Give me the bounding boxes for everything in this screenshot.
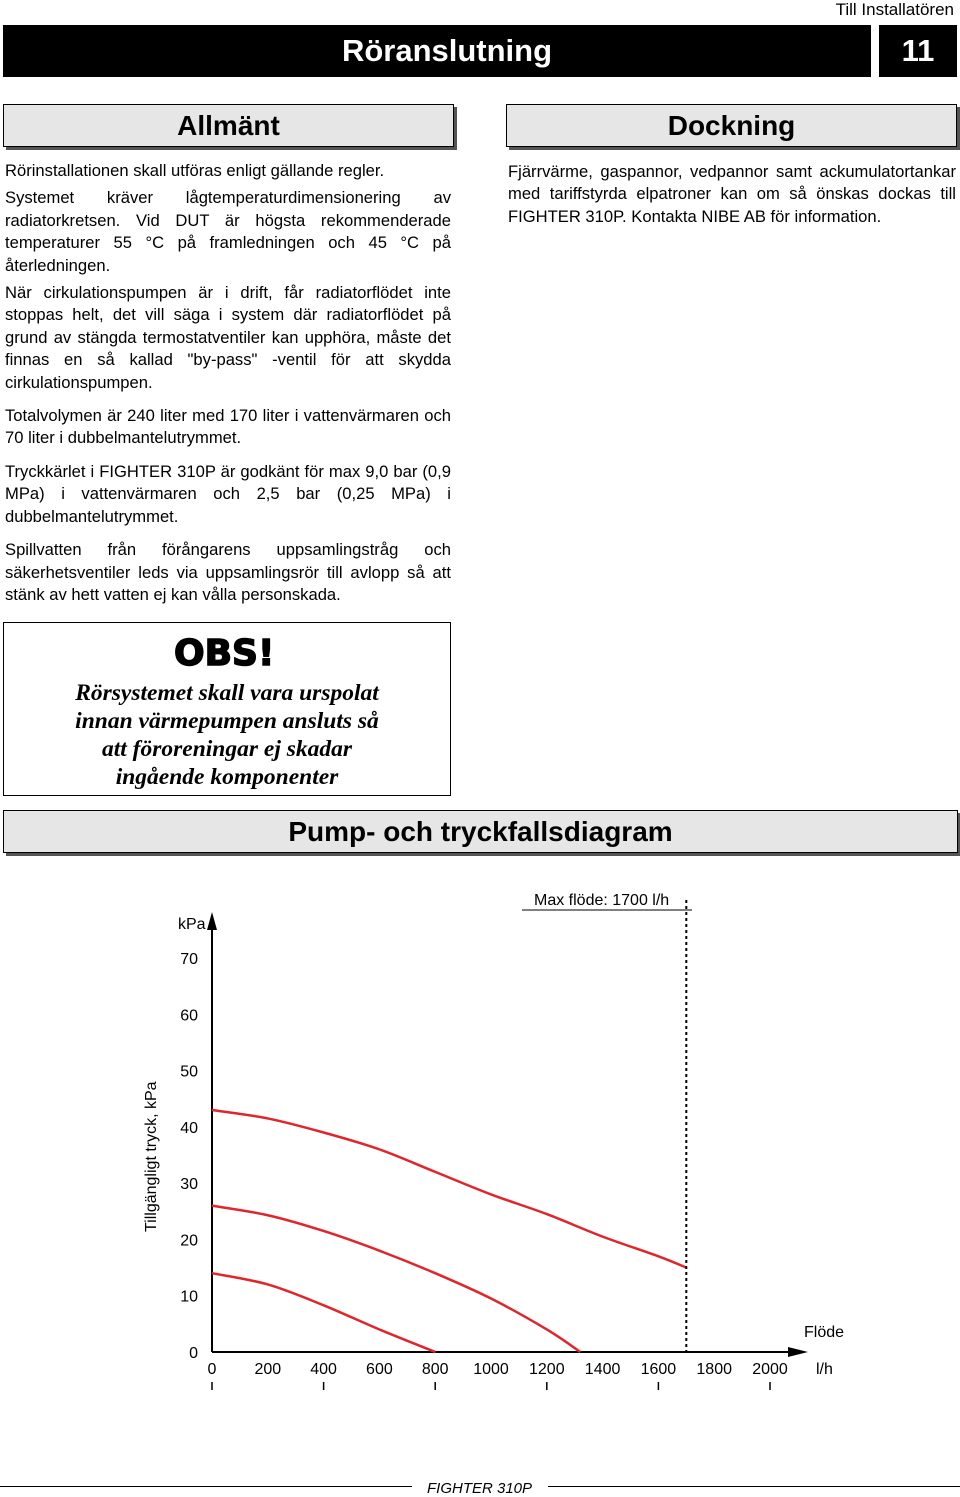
footer-rule-right xyxy=(548,1486,960,1487)
allmant-paragraph: Rörinstallationen skall utföras enligt gällande regler. xyxy=(5,161,385,180)
obs-line: ingående komponenter xyxy=(115,764,339,790)
allmant-paragraph: Totalvolymen är 240 liter med 170 liter i vattenvärmaren och 70 liter i dubbelmantelutrymmet. xyxy=(5,406,451,448)
page-title: Röranslutning xyxy=(341,33,553,68)
obs-line: Rörsystemet skall vara urspolat xyxy=(75,680,379,706)
y-tick-label: 40 xyxy=(180,1119,198,1137)
allmant-paragraph: Systemet kräver lågtemperaturdimensionering av radiatorkretsen. Vid DUT är högsta rekommenderade temperaturer 55 °C på framledningen och 45 °C på återledningen. xyxy=(5,188,451,275)
y-tick-label: 20 xyxy=(180,1232,198,1250)
max-flow-label: Max flöde: 1700 l/h xyxy=(534,892,670,909)
obs-line: innan värmepumpen ansluts så xyxy=(75,708,379,734)
y-tick-label: 60 xyxy=(180,1007,198,1025)
y-tick-label: 50 xyxy=(180,1063,198,1081)
x-tick-label: 1000 xyxy=(473,1361,509,1378)
pump-curve-2 xyxy=(212,1206,580,1352)
y-unit-label: kPa xyxy=(178,916,206,933)
x-tick-label: 2000 xyxy=(752,1361,788,1378)
allmant-paragraph: Tryckkärlet i FIGHTER 310P är godkänt för max 9,0 bar (0,9 MPa) i vattenvärmaren och 2,5 bar (0,25 MPa) i dubbelmantelutrymmet. xyxy=(5,461,451,526)
x-unit-label: l/h xyxy=(816,1361,833,1378)
y-tick-label: 0 xyxy=(189,1345,198,1362)
x-tick-label: 400 xyxy=(310,1361,337,1378)
y-tick-label: 30 xyxy=(180,1176,198,1194)
x-axis-arrow xyxy=(788,1347,808,1357)
y-axis-arrow xyxy=(207,912,217,930)
x-tick-label: 1800 xyxy=(696,1361,732,1378)
obs-title: OBS! xyxy=(174,633,275,674)
allmant-paragraph: Spillvatten från förångarens uppsamlingstråg och säkerhetsventiler leds via uppsamlingsrör till avlopp så att stänk av hett vatten ej kan vålla personskada. xyxy=(5,540,451,604)
pump-curve-3 xyxy=(212,1273,435,1352)
x-tick-label: 0 xyxy=(207,1361,217,1378)
x-tick-label: 1400 xyxy=(584,1361,621,1378)
page-number: 11 xyxy=(879,25,957,77)
dockning-heading-text: Dockning xyxy=(667,109,796,141)
allmant-heading-text: Allmänt xyxy=(177,109,280,141)
pump-curve-1 xyxy=(212,1110,686,1268)
footer-product: FIGHTER 310P xyxy=(427,1480,533,1497)
dockning-paragraph: Fjärrvärme, gaspannor, vedpannor samt ackumulatortankar med tariffstyrda elpatroner kan om så önskas dockas till FIGHTER 310P. Kontakta NIBE AB för information. xyxy=(508,162,956,226)
x-axis-title: Flöde xyxy=(804,1324,845,1341)
obs-line: att föroreningar ej skadar xyxy=(101,736,353,762)
x-tick-label: 1600 xyxy=(640,1361,677,1378)
x-tick-label: 200 xyxy=(254,1361,282,1378)
diagram-heading-text: Pump- och tryckfallsdiagram xyxy=(288,815,673,847)
x-tick-label: 800 xyxy=(421,1361,449,1378)
footer-rule-left xyxy=(0,1486,412,1487)
y-axis-title: Tillgängligt tryck, kPa xyxy=(143,1081,160,1232)
allmant-paragraph: När cirkulationspumpen är i drift, får radiatorflödet inte stoppas helt, det vill säga i system där radiatorflödet på grund av stängda termostatventiler kan upphöra, måste det finnas en så kallad "by-pass" -ventil för att skydda cirkulationspumpen. xyxy=(5,283,451,392)
y-tick-label: 70 xyxy=(180,951,198,968)
section-tag: Till Installatören xyxy=(835,0,954,19)
y-tick-label: 10 xyxy=(180,1288,198,1306)
x-tick-label: 1200 xyxy=(529,1361,565,1378)
x-tick-label: 600 xyxy=(366,1361,393,1378)
